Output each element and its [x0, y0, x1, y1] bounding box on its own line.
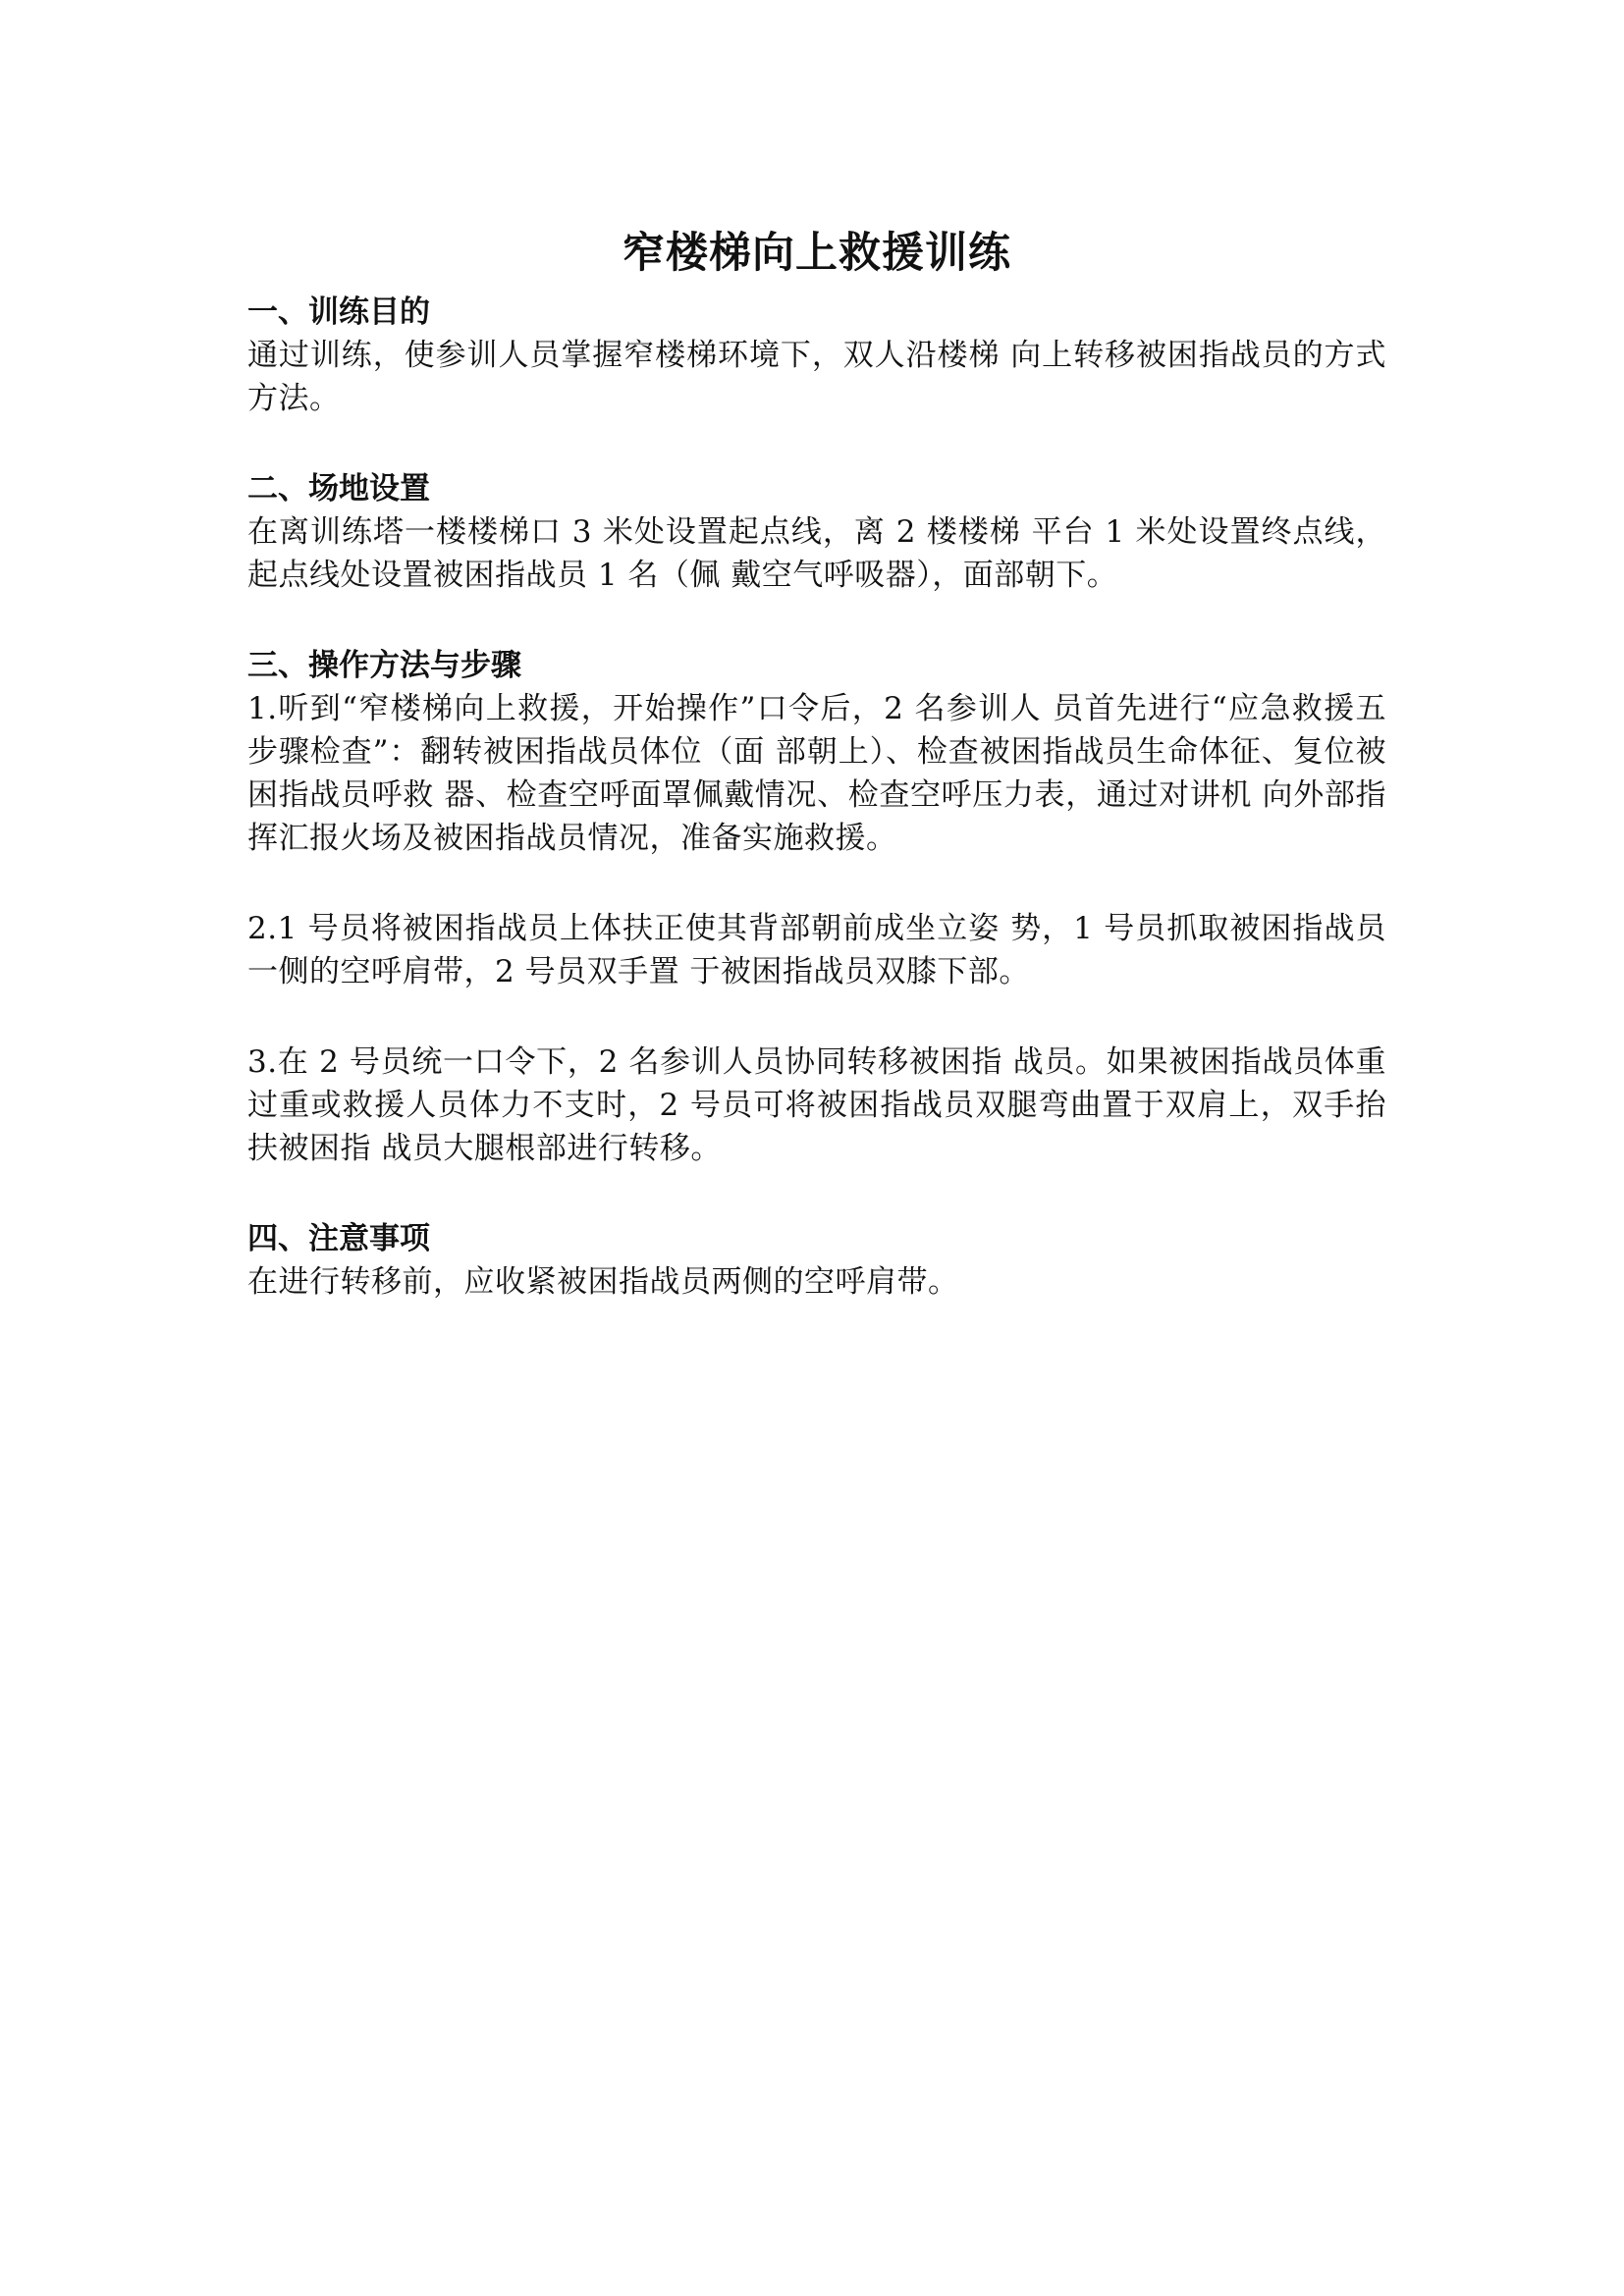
section-site-setup — [247, 467, 1386, 597]
section-spacer — [247, 1170, 1386, 1217]
section-heading: 一、训练目的 — [247, 294, 430, 330]
section-precautions — [247, 1217, 1386, 1304]
document-page — [247, 226, 1386, 1304]
section-spacer — [247, 420, 1386, 467]
document-title: 窄楼梯向上救援训练 — [623, 229, 1011, 278]
paragraph-spacer — [247, 993, 1386, 1041]
step-paragraph-2: 2.1 号员将被困指战员上体扶正使其背部朝前成坐立姿 势，1 号员抓取被困指战员一侧的空呼肩带，2 号员双手置 于被困指战员双膝下部。 — [247, 911, 1386, 989]
section-heading: 二、场地设置 — [247, 471, 430, 507]
step-paragraph-3: 3.在 2 号员统一口令下，2 名参训人员协同转移被困指 战员。如果被困指战员体重过重或救援人员体力不支时，2 号员可将被困指战员双腿弯曲置于双肩上，双手抬扶被困指 战员大腿根部进行转移。 — [247, 1044, 1386, 1166]
section-spacer — [247, 597, 1386, 644]
section-paragraph: 在离训练塔一楼楼梯口 3 米处设置起点线，离 2 楼楼梯 平台 1 米处设置终点线，起点线处设置被困指战员 1 名（佩 戴空气呼吸器），面部朝下。 — [247, 514, 1386, 593]
paragraph-spacer — [247, 860, 1386, 907]
step-paragraph-1: 1.听到“窄楼梯向上救援，开始操作”口令后，2 名参训人 员首先进行“应急救援五步骤检查”：翻转被困指战员体位（面 部朝上）、检查被困指战员生命体征、复位被困指战员呼救 器、检查空呼面罩佩戴情况、检查空呼压力表，通过对讲机 向外部指挥汇报火场及被困指战员情况，准备实施救援。 — [247, 691, 1386, 856]
section-operation-steps — [247, 644, 1386, 1170]
section-heading: 四、注意事项 — [247, 1221, 430, 1256]
section-paragraph: 通过训练，使参训人员掌握窄楼梯环境下，双人沿楼梯 向上转移被困指战员的方式方法。 — [247, 338, 1386, 416]
section-paragraph: 在进行转移前，应收紧被困指战员两侧的空呼肩带。 — [247, 1264, 959, 1300]
section-heading: 三、操作方法与步骤 — [247, 648, 521, 683]
section-training-purpose — [247, 291, 1386, 420]
